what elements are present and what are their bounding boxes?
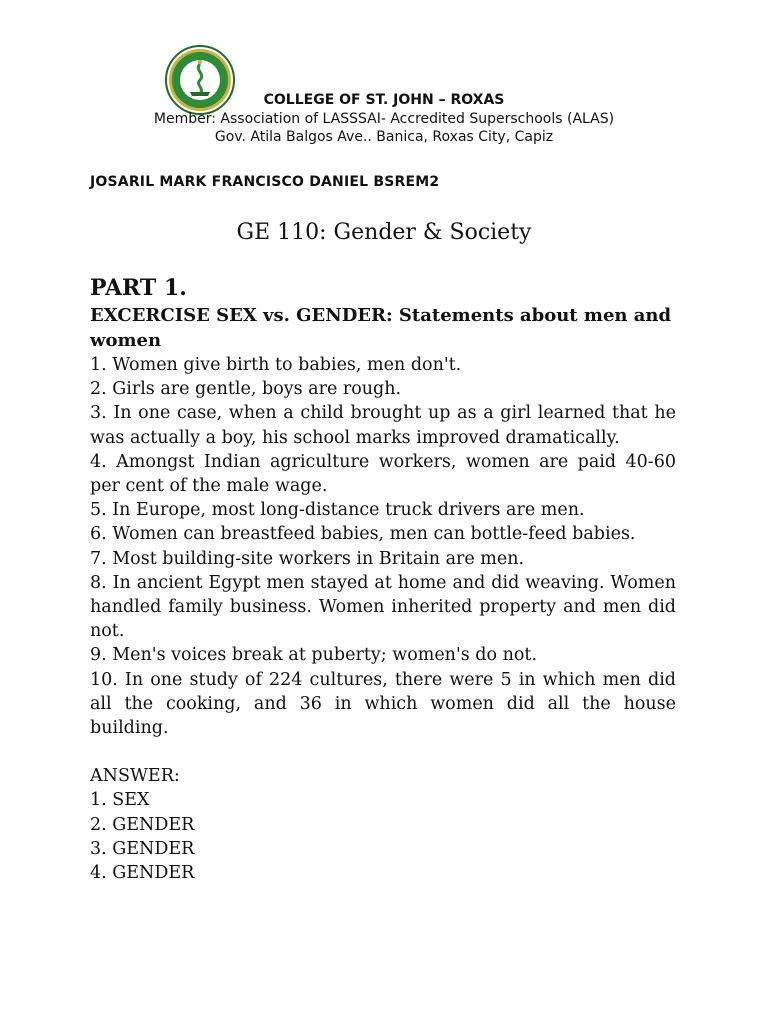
college-name: COLLEGE OF ST. JOHN – ROXAS bbox=[263, 92, 505, 108]
statement-item: 7. Most building-site workers in Britain are men. bbox=[90, 548, 525, 569]
document-body bbox=[90, 272, 676, 885]
part-heading: PART 1. bbox=[90, 275, 187, 301]
statement-item: 1. Women give birth to babies, men don't. bbox=[90, 355, 462, 375]
answer-item: 2. GENDER bbox=[90, 814, 195, 835]
statement-item: 9. Men's voices break at puberty; women's do not. bbox=[90, 645, 538, 666]
address-line: Gov. Atila Balgos Ave.. Banica, Roxas City, Capiz bbox=[214, 129, 554, 145]
statement-item: 5. In Europe, most long-distance truck drivers are men. bbox=[90, 500, 585, 521]
answer-label: ANSWER: bbox=[90, 766, 180, 787]
statement-item: 6. Women can breastfeed babies, men can bottle-feed babies. bbox=[90, 524, 636, 545]
student-name: JOSARIL MARK FRANCISCO DANIEL BSREM2 bbox=[90, 174, 440, 190]
answer-list bbox=[90, 788, 676, 885]
exercise-heading: EXCERCISE SEX vs. GENDER: Statements about men and women bbox=[90, 305, 672, 351]
membership-line: Member: Association of LASSSAI- Accredited Superschools (ALAS) bbox=[153, 111, 615, 127]
statement-item: 3. In one case, when a child brought up as a girl learned that he was actually a boy, his school marks improved dramatically. bbox=[90, 403, 676, 448]
letterhead bbox=[0, 40, 768, 150]
answer-item: 3. GENDER bbox=[90, 838, 195, 859]
course-title: GE 110: Gender & Society bbox=[236, 220, 532, 245]
answer-section bbox=[90, 764, 676, 885]
statement-item: 8. In ancient Egypt men stayed at home and did weaving. Women handled family business. Women inherited property and men did not. bbox=[90, 572, 676, 642]
answer-item: 1. SEX bbox=[90, 790, 150, 811]
statement-item: 10. In one study of 224 cultures, there were 5 in which men did all the cooking, and 36 in which women did all the house building. bbox=[90, 669, 676, 739]
statement-item: 4. Amongst Indian agriculture workers, women are paid 40-60 per cent of the male wage. bbox=[90, 451, 676, 497]
statement-item: 2. Girls are gentle, boys are rough. bbox=[90, 379, 402, 400]
answer-item: 4. GENDER bbox=[90, 863, 195, 884]
statement-list bbox=[90, 353, 676, 740]
